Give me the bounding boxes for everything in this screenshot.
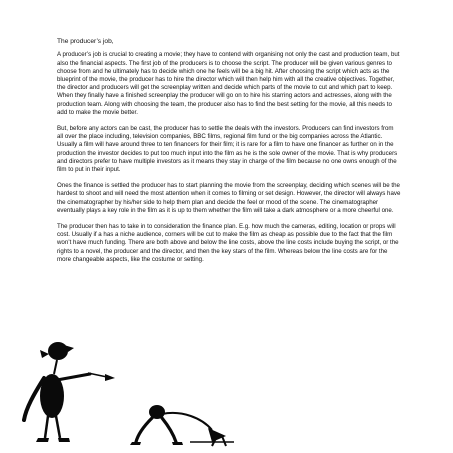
kneeling-figure-icon	[130, 405, 234, 446]
paragraph-4: The producer then has to take in to consideration the finance plan. E.g. how much the cameras, editing, location or props will cost. Usually if a has a niche audience, corners will be cut to make the film as cheap as possible due to the fact that the film won’t have much funding. There are both above and below the line costs, above the line costs include buying the script, or the rights to a novel, the producer and the director, and then the key stars of the film. Whereas below the line costs are for the more changeable aspects, like the costume or setting.	[57, 222, 399, 263]
paragraph-2: But, before any actors can be cast, the producer has to settle the deals with the investors. Producers can find investors from all over the place including, television companies, BBC films, regional film fund or the big companies across the Atlantic. Usually a film will have around three to ten financers for their film; it is rare for a film to have one financer as further on in the production the investor decides to put too much input into the film as he is the sole owner of the movie. That is why producers and directors prefer to have multiple investors as it means they stay in charge of the film because no one owns enough of the film to put in their input.	[57, 124, 398, 173]
paragraph-1: A producer’s job is crucial to creating a movie; they have to contend with organising not only the cast and production team, but also the financial aspects. The first job of the producers is to choose the script. The producer will be given various genres to choose from and he ultimately has to decide which one he feels will be a big hit. After choosing the script which acts as the blueprint of the movie, the producer has to hire the director which will then help him with all the creative objectives. Together, the director and producers will get the screenplay written and decide which parts of the movie to cut and which part to keep. When they finally have a finished screenplay the producer will go on to hire his starring actors and actresses, along with the production team. Along with choosing the team, the producer also has to find the best setting for the movie, all this needs to add to make the movie better.	[57, 51, 400, 116]
paragraph-3: Ones the finance is settled the producer has to start planning the movie from the screenplay, deciding which scenes will be the hardest to shoot and will need the most attention when it comes to filming or set design. However, the director will always have the cinematographer by his/her side to help them plan and decide the feel or mood of the scene. The cinematographer eventually plays a key role in the film as it is up to them whether the film will take a dark atmosphere or a more cheerful one.	[57, 182, 401, 214]
silhouette-illustration-icon	[12, 338, 252, 450]
document-page	[57, 38, 401, 272]
standing-figure-icon	[24, 342, 115, 442]
document-title: The producer’s job,	[57, 38, 114, 45]
